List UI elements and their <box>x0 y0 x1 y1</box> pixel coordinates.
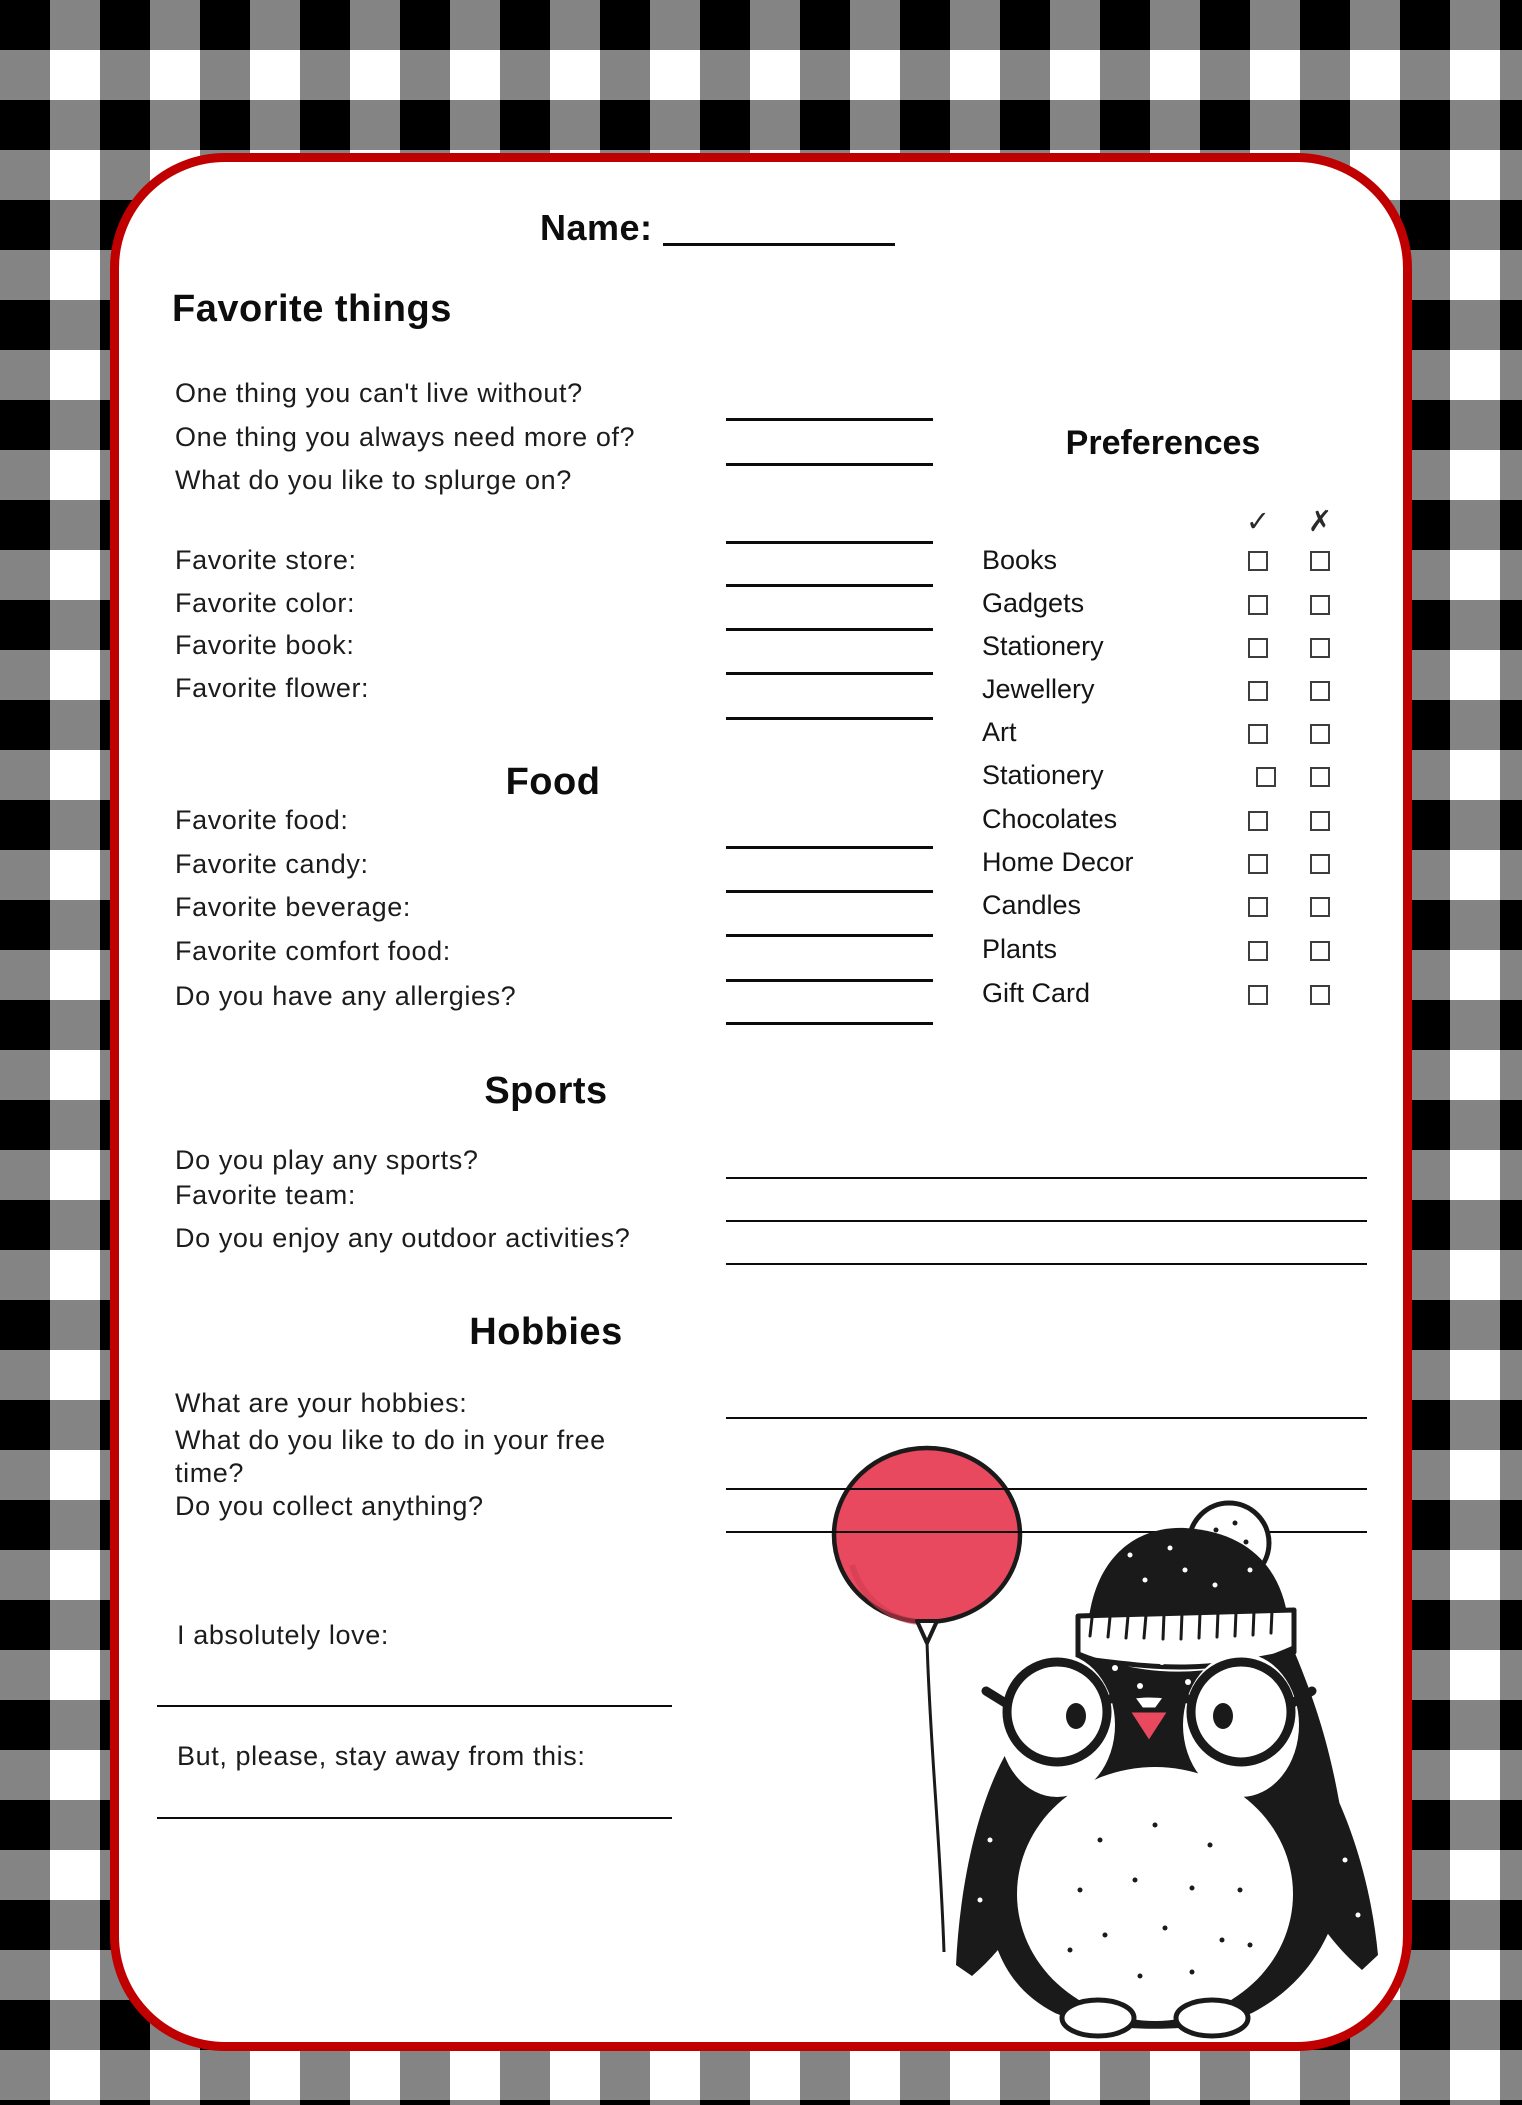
checkbox-yes[interactable] <box>1248 638 1268 658</box>
preferences-title: Preferences <box>1065 424 1261 462</box>
checkbox-no[interactable] <box>1310 767 1330 787</box>
blank-line <box>726 890 933 893</box>
checkbox-no[interactable] <box>1310 681 1330 701</box>
pref-label-stationery: Stationery <box>982 631 1104 661</box>
pref-label-gift-card: Gift Card <box>982 978 1091 1008</box>
label-favorite-book: Favorite book: <box>175 630 355 660</box>
pref-label-candles: Candles <box>982 890 1082 920</box>
pref-label-jewellery: Jewellery <box>982 674 1095 704</box>
checkbox-yes[interactable] <box>1248 854 1268 874</box>
label-favorite-comfort-food: Favorite comfort food: <box>175 936 451 966</box>
food-title: Food <box>505 761 601 803</box>
checkbox-no[interactable] <box>1310 897 1330 917</box>
checkbox-no[interactable] <box>1310 941 1330 961</box>
blank-line <box>726 846 933 849</box>
checkbox-yes[interactable] <box>1248 595 1268 615</box>
check-column-header: ✓ <box>1245 506 1271 538</box>
blank-line <box>157 1705 672 1707</box>
checkbox-yes[interactable] <box>1248 811 1268 831</box>
penguin-belly <box>1017 1767 1293 2021</box>
question-need-more-of: One thing you always need more of? <box>175 422 636 452</box>
blank-line <box>726 584 933 587</box>
penguin-right-foot <box>1176 2000 1248 2036</box>
blank-line <box>726 1417 1367 1419</box>
checkbox-yes[interactable] <box>1248 897 1268 917</box>
favorite-things-title: Favorite things <box>172 288 452 330</box>
label-stay-away: But, please, stay away from this: <box>177 1741 586 1771</box>
blank-line <box>726 418 933 421</box>
label-favorite-flower: Favorite flower: <box>175 673 370 703</box>
blank-line <box>726 463 933 466</box>
penguin-left-eye <box>1066 1703 1086 1729</box>
pref-label-art: Art <box>982 717 1017 747</box>
pref-label-chocolates: Chocolates <box>982 804 1118 834</box>
checkbox-yes[interactable] <box>1248 681 1268 701</box>
pref-label-books: Books <box>982 545 1058 575</box>
blank-line <box>726 934 933 937</box>
label-favorite-store: Favorite store: <box>175 545 357 575</box>
checkbox-no[interactable] <box>1310 724 1330 744</box>
checkbox-yes[interactable] <box>1248 724 1268 744</box>
checkbox-no[interactable] <box>1310 638 1330 658</box>
blank-line <box>157 1817 672 1819</box>
question-play-sports: Do you play any sports? <box>175 1145 479 1175</box>
checkbox-no[interactable] <box>1310 854 1330 874</box>
checkbox-no[interactable] <box>1310 985 1330 1005</box>
checkbox-yes[interactable] <box>1248 985 1268 1005</box>
question-cant-live-without: One thing you can't live without? <box>175 378 583 408</box>
pref-label-plants: Plants <box>982 934 1058 964</box>
question-free-time: What do you like to do in your free time? <box>175 1425 606 1488</box>
pref-label-home-decor: Home Decor <box>982 847 1134 877</box>
question-splurge-on: What do you like to splurge on? <box>175 465 572 495</box>
penguin-illustration <box>930 1420 1400 2040</box>
question-outdoor-activities: Do you enjoy any outdoor activities? <box>175 1223 631 1253</box>
label-absolutely-love: I absolutely love: <box>177 1620 389 1650</box>
question-collect: Do you collect anything? <box>175 1491 484 1521</box>
blank-line <box>726 672 933 675</box>
label-favorite-team: Favorite team: <box>175 1180 356 1210</box>
blank-line <box>726 1022 933 1025</box>
question-hobbies: What are your hobbies: <box>175 1388 468 1418</box>
penguin-right-eye <box>1213 1703 1233 1729</box>
sports-title: Sports <box>484 1070 608 1112</box>
pref-label-gadgets: Gadgets <box>982 588 1085 618</box>
blank-line <box>726 1263 1367 1265</box>
hobbies-title: Hobbies <box>469 1311 623 1353</box>
checkbox-no[interactable] <box>1310 811 1330 831</box>
label-favorite-food: Favorite food: <box>175 805 349 835</box>
name-blank-line <box>663 243 895 246</box>
penguin-left-foot <box>1062 2000 1134 2036</box>
cross-column-header: ✗ <box>1307 506 1333 538</box>
checkbox-no[interactable] <box>1310 595 1330 615</box>
blank-line <box>726 979 933 982</box>
question-allergies: Do you have any allergies? <box>175 981 517 1011</box>
checkbox-yes[interactable] <box>1248 941 1268 961</box>
blank-line <box>726 541 933 544</box>
blank-line <box>726 717 933 720</box>
checkbox-yes[interactable] <box>1256 767 1276 787</box>
label-favorite-beverage: Favorite beverage: <box>175 892 411 922</box>
checkbox-no[interactable] <box>1310 551 1330 571</box>
blank-line <box>726 1220 1367 1222</box>
pref-label-stationery-2: Stationery <box>982 760 1104 790</box>
blank-line <box>726 628 933 631</box>
checkbox-yes[interactable] <box>1248 551 1268 571</box>
blank-line <box>726 1177 1367 1179</box>
label-favorite-candy: Favorite candy: <box>175 849 369 879</box>
name-label: Name: <box>540 207 653 248</box>
label-favorite-color: Favorite color: <box>175 588 356 618</box>
